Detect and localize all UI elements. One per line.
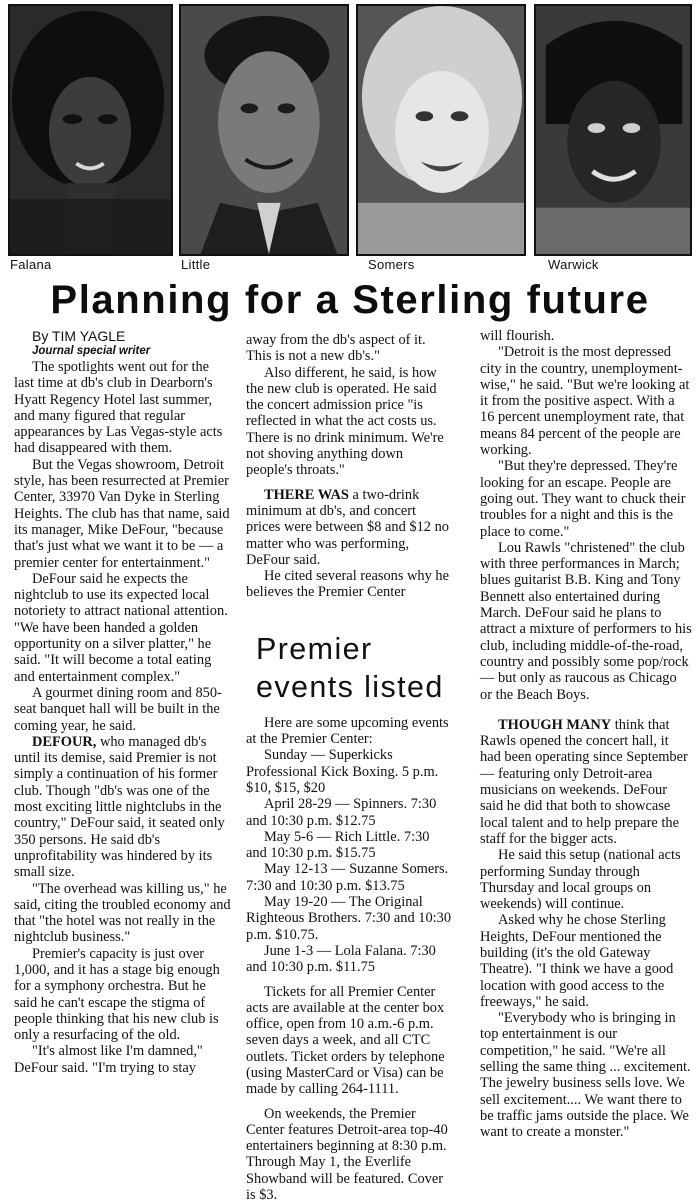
article-column-3 xyxy=(480,328,692,1141)
paragraph: The spotlights went out for the last time at db's club in Dearborn's Hyatt Regency Hotel last summer, and many figured that regular appearances by Las Vegas-style acts had disappeared with them. xyxy=(14,359,223,457)
lead-in: THOUGH MANY xyxy=(498,716,612,733)
paragraph: "But they're depressed. They're looking for an escape. People are going out. They want to chuck their troubles for a night and this is the place to come." xyxy=(480,458,686,540)
weekend-info: On weekends, the Premier Center features Detroit-area top-40 entertainers beginning at 8:30 p.m. Through May 1, the Everlife Showband will be featured. Cover is $3. xyxy=(246,1105,448,1203)
paragraph: A gourmet dining room and 850-seat banquet hall will be built in the coming year, he said. xyxy=(14,684,222,734)
paragraph-text: a two-drink minimum at db's, and concert prices were between $8 and $12 no matter who was performing, DeFour said. xyxy=(246,486,449,568)
paragraph: Lou Rawls "christened" the club with three performances in March; blues guitarist B.B. King and Tony Bennett also entertained during March. DeFour said he plans to attract a mixture of performers to his club, including middle-of-the-road, country and possibly some pop/rock — but only as raucous as Chicago or the Beach Boys. xyxy=(480,539,692,703)
paragraph: "Detroit is the most depressed city in the country, unemployment-wise," he said. "But we're looking at it from the positive aspect. With a 16 percent unemployment rate, that means 84 percent of the people are working. xyxy=(480,344,690,459)
portrait-image xyxy=(8,4,173,256)
lead-in: DEFOUR, xyxy=(32,733,97,750)
paragraph: He cited several reasons why he believes the Premier Center xyxy=(246,568,450,601)
article-column-1 xyxy=(14,328,232,1076)
article-column-2 xyxy=(246,332,452,1203)
sidebar-intro: Here are some upcoming events at the Premier Center: xyxy=(246,714,449,748)
paragraph: He said this setup (national acts performing Sunday through Thursday and local groups on weekends) will continue. xyxy=(480,847,681,913)
writer-credit: Journal special writer xyxy=(32,345,151,357)
byline: By TIM YAGLE xyxy=(32,328,126,344)
event-item: June 1-3 — Lola Falana. 7:30 and 10:30 p.m. $11.75 xyxy=(246,942,436,976)
paragraph-text: who managed db's until its demise, said Premier is not simply a continuation of his former club. Though "db's was one of the most exciting little nightclubs in the country," DeFour said, it seated only 350 persons. He said db's unprofitability was hindered by its small size. xyxy=(14,733,225,881)
event-item: Sunday — Superkicks Professional Kick Boxing. 5 p.m. $10, $15, $20 xyxy=(246,747,439,796)
paragraph: will flourish. xyxy=(480,328,555,344)
paragraph xyxy=(480,717,692,847)
ticket-info: Tickets for all Premier Center acts are available at the center box office, open from 10 a.m.-6 p.m. seven days a week, and all CTC outlets. Ticket orders by telephone (using MasterCard or Visa) can be made by calling 264-1111. xyxy=(246,983,445,1098)
portrait-image xyxy=(356,4,526,256)
paragraph-text: think that Rawls opened the concert hall, it had been operating since September — featuring only Detroit-area musicians on weekends. DeFour said he did that both to showcase local talent and to help prepare the staff for the bigger acts. xyxy=(480,716,688,847)
photo-warwick xyxy=(534,4,692,272)
paragraph: "It's almost like I'm damned," DeFour said. "I'm trying to stay xyxy=(14,1043,203,1076)
caption-somers: Somers xyxy=(368,257,415,272)
paragraph: "Everybody who is bringing in top entertainment is our competition," he said. "We're all selling the same thing ... excitement. The jewelry business sells love. We sell excitement.... We want there to be traffic jams outside the place. We want to create a monster." xyxy=(480,1010,691,1141)
sidebar-title-line-1: Premier xyxy=(256,631,373,666)
photo-strip xyxy=(8,4,692,272)
paragraph: But the Vegas showroom, Detroit style, has been resurrected at Premier Center, 33970 Van Dyke in Sterling Heights. The club has that name, said its manager, Mike DeFour, "because that's just what we want it to be — a premier center for entertainment." xyxy=(14,456,230,571)
paragraph: "The overhead was killing us," he said, citing the troubled economy and that "the hotel was not really in the nightclub business." xyxy=(14,880,231,946)
caption-warwick: Warwick xyxy=(548,257,599,272)
paragraph: Asked why he chose Sterling Heights, DeFour mentioned the building (it's the old Gateway Theatre). "I think we have a good location with good access to the freeways," he said. xyxy=(480,912,674,1010)
event-item: May 5-6 — Rich Little. 7:30 and 10:30 p.m. $15.75 xyxy=(246,828,430,862)
event-item: April 28-29 — Spinners. 7:30 and 10:30 p.m. $12.75 xyxy=(246,796,437,829)
portrait-image xyxy=(534,4,692,256)
caption-falana: Falana xyxy=(10,257,52,272)
paragraph xyxy=(14,734,232,881)
photo-little xyxy=(179,4,349,272)
events-sidebar xyxy=(246,631,452,1203)
photo-somers xyxy=(356,4,526,272)
photo-falana xyxy=(8,4,173,272)
event-item: May 19-20 — The Original Righteous Brothers. 7:30 and 10:30 p.m. $10.75. xyxy=(246,894,452,943)
caption-little: Little xyxy=(181,257,211,272)
sidebar-title-line-2: events listed xyxy=(256,669,444,704)
paragraph: Also different, he said, is how the new club is operated. He said the concert admission price "is reflected in what the act costs us. There is no drink minimum. We're not shoving anything down people's throats." xyxy=(246,364,444,479)
paragraph: DeFour said he expects the nightclub to use its expected local notoriety to attract national attention. "We have been handed a golden opportunity on a silver platter," he said. "It will become a total eating and entertainment complex." xyxy=(14,570,228,685)
paragraph xyxy=(246,487,452,568)
portrait-image xyxy=(179,4,349,256)
headline: Planning for a Sterling future xyxy=(50,278,650,322)
lead-in: THERE WAS xyxy=(264,486,349,503)
paragraph: away from the db's aspect of it. This is not a new db's." xyxy=(246,332,426,365)
paragraph: Premier's capacity is just over 1,000, and it has a stage big enough for a symphony orchestra. But he said he can't escape the stigma of people thinking that his new club is only a resurfacing of the old. xyxy=(14,945,220,1044)
event-item: May 12-13 — Suzanne Somers. 7:30 and 10:30 p.m. $13.75 xyxy=(246,861,449,894)
